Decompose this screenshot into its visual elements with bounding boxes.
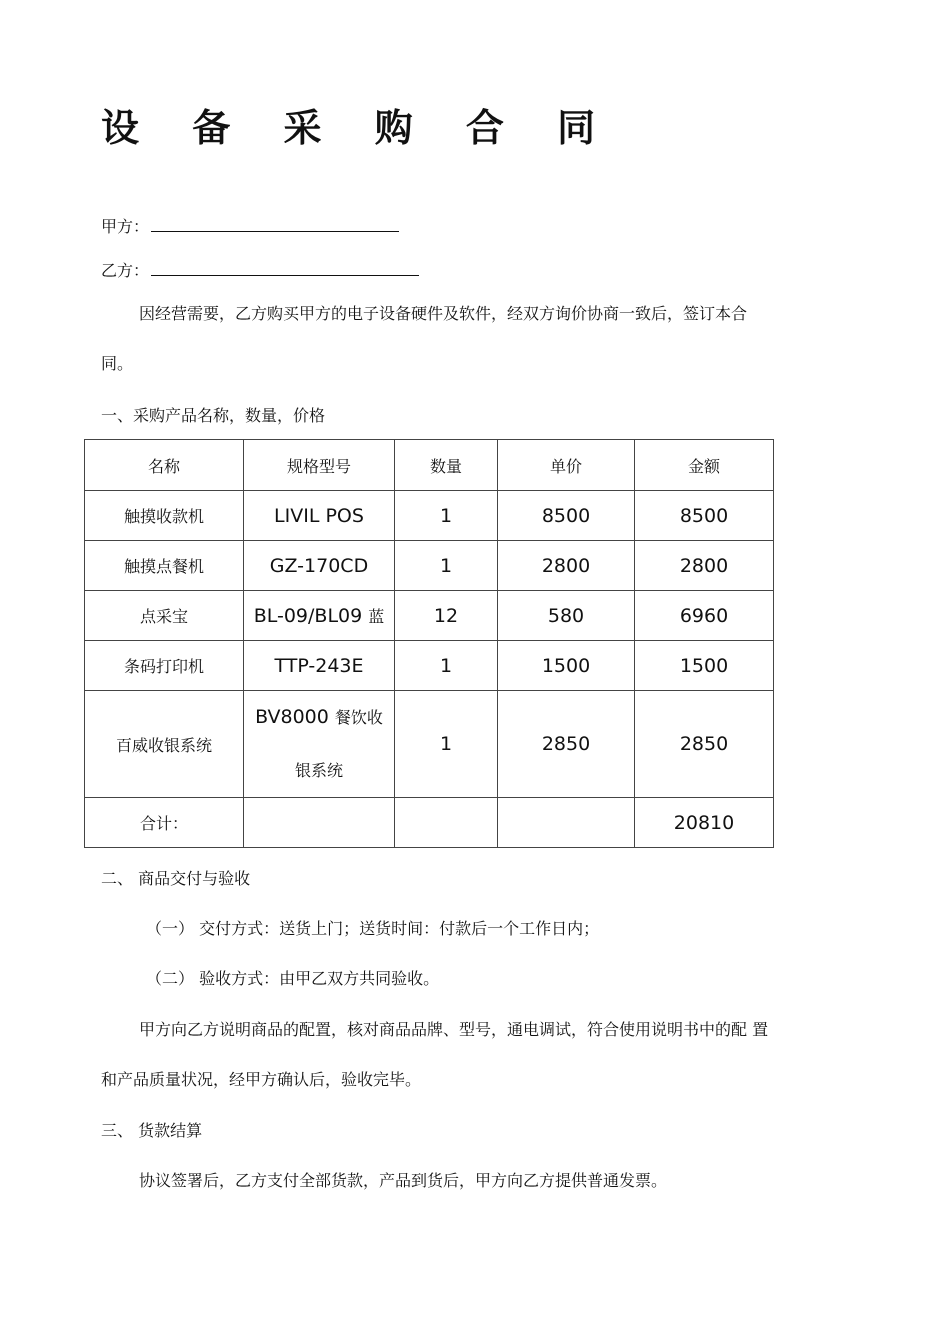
product-model-suffix: 餐饮收 xyxy=(334,708,383,727)
product-model: GZ-170CD xyxy=(244,541,395,591)
empty-cell xyxy=(498,798,635,848)
table-row xyxy=(85,541,774,591)
section-1-heading: 一、采购产品名称，数量，价格 xyxy=(101,406,326,425)
header-unit-price: 单价 xyxy=(498,440,635,491)
product-amount: 1500 xyxy=(635,641,774,691)
section-3-heading: 三、 货款结算 xyxy=(101,1121,203,1140)
table-row xyxy=(85,491,774,541)
table-total-row xyxy=(85,798,774,848)
product-quantity: 1 xyxy=(395,691,498,798)
payment-line: 协议签署后，乙方支付全部货款，产品到货后，甲方向乙方提供普通发票。 xyxy=(139,1171,668,1190)
intro-line-1: 因经营需要，乙方购买甲方的电子设备硬件及软件，经双方询价协商一致后，签订本合 xyxy=(139,304,748,323)
product-name: 百威收银系统 xyxy=(85,691,244,798)
party-a-line xyxy=(101,215,399,239)
intro-line-2: 同。 xyxy=(101,354,134,373)
header-name: 名称 xyxy=(85,440,244,491)
total-amount: 20810 xyxy=(635,798,774,848)
header-model: 规格型号 xyxy=(244,440,395,491)
section-2-heading: 二、 商品交付与验收 xyxy=(101,869,251,888)
product-amount: 6960 xyxy=(635,591,774,641)
empty-cell xyxy=(244,798,395,848)
product-model-code: BL-09/BL09 xyxy=(253,605,363,627)
table-row xyxy=(85,591,774,641)
table-row xyxy=(85,641,774,691)
product-quantity: 12 xyxy=(395,591,498,641)
party-a-blank xyxy=(151,215,399,232)
party-b-label: 乙方： xyxy=(101,261,150,280)
product-model xyxy=(244,591,395,641)
product-amount: 2800 xyxy=(635,541,774,591)
product-model-suffix: 蓝 xyxy=(368,607,385,626)
acceptance-para-line-1: 甲方向乙方说明商品的配置，核对商品品牌、型号，通电调试，符合使用说明书中的配 置 xyxy=(139,1020,769,1039)
product-amount: 2850 xyxy=(635,691,774,798)
product-unit-price: 8500 xyxy=(498,491,635,541)
product-model: TTP-243E xyxy=(244,641,395,691)
party-a-label: 甲方： xyxy=(101,217,150,236)
product-unit-price: 2800 xyxy=(498,541,635,591)
product-quantity: 1 xyxy=(395,491,498,541)
party-b-blank xyxy=(151,259,419,276)
product-quantity: 1 xyxy=(395,641,498,691)
empty-cell xyxy=(395,798,498,848)
product-model xyxy=(244,691,395,798)
product-model-code: BV8000 xyxy=(255,706,329,728)
header-amount: 金额 xyxy=(635,440,774,491)
product-model: LIVIL POS xyxy=(244,491,395,541)
product-amount: 8500 xyxy=(635,491,774,541)
product-unit-price: 580 xyxy=(498,591,635,641)
table-header-row xyxy=(85,440,774,491)
product-table xyxy=(84,439,774,848)
product-unit-price: 2850 xyxy=(498,691,635,798)
product-unit-price: 1500 xyxy=(498,641,635,691)
table-row xyxy=(85,691,774,798)
total-label: 合计： xyxy=(85,798,244,848)
acceptance-para-line-2: 和产品质量状况，经甲方确认后，验收完毕。 xyxy=(101,1070,422,1089)
product-name: 触摸收款机 xyxy=(85,491,244,541)
party-b-line xyxy=(101,259,419,283)
contract-title: 设 备 采 购 合 同 xyxy=(101,106,616,150)
product-model-line-2: 银系统 xyxy=(294,761,343,780)
acceptance-line: （二） 验收方式：由甲乙双方共同验收。 xyxy=(146,969,440,988)
product-name: 条码打印机 xyxy=(85,641,244,691)
product-quantity: 1 xyxy=(395,541,498,591)
delivery-line: （一） 交付方式：送货上门；送货时间：付款后一个工作日内； xyxy=(146,919,600,938)
product-name: 触摸点餐机 xyxy=(85,541,244,591)
product-name: 点采宝 xyxy=(85,591,244,641)
header-quantity: 数量 xyxy=(395,440,498,491)
